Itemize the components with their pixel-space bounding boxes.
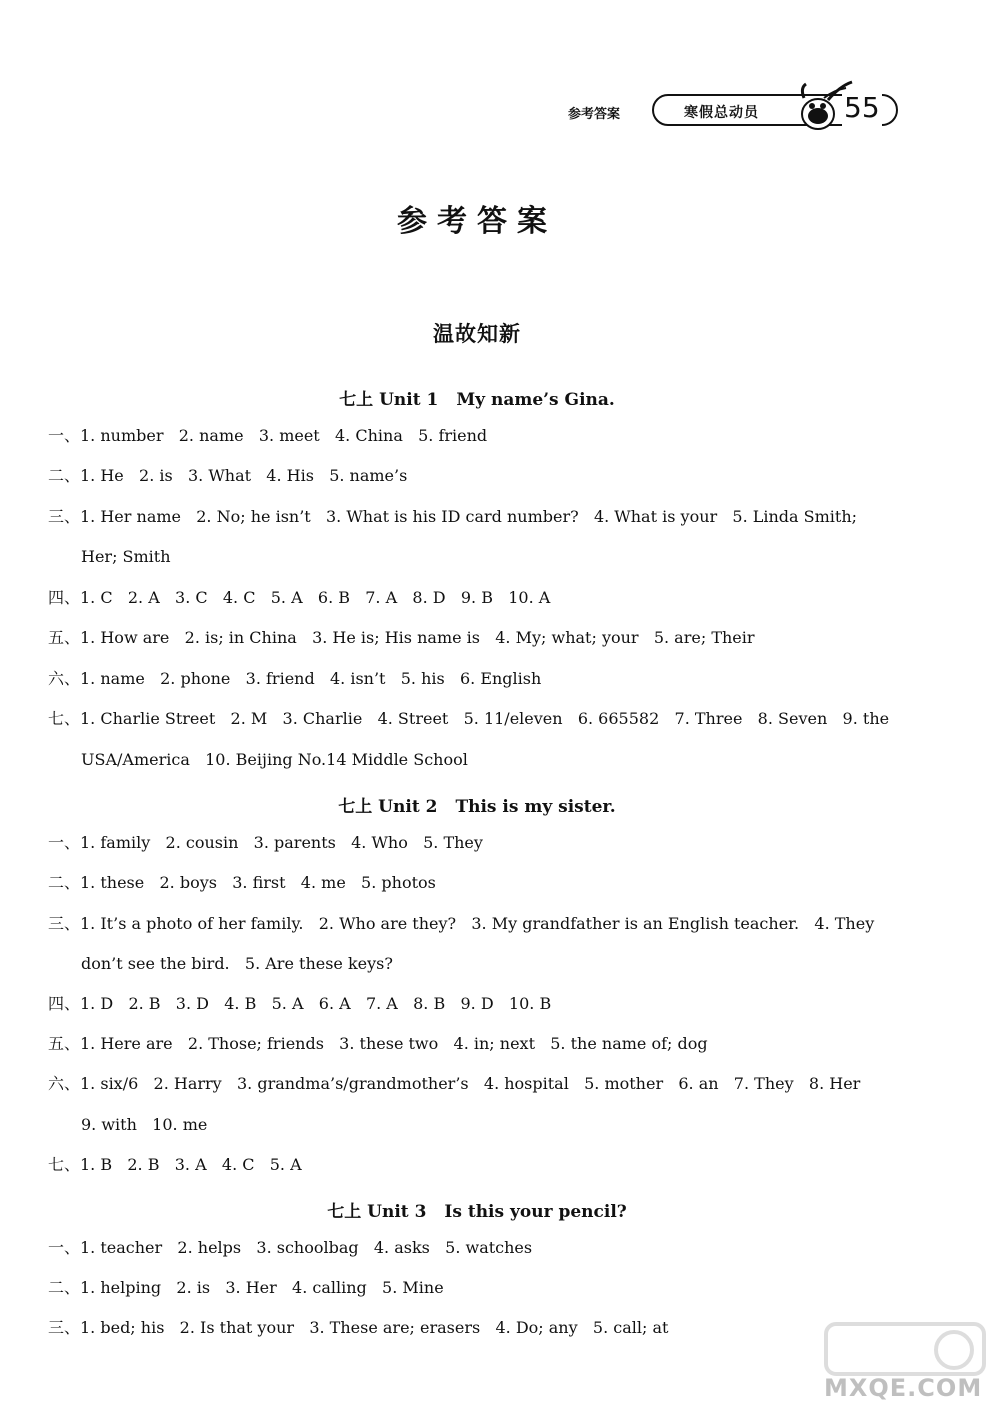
book-title: 寒假总动员 — [684, 105, 759, 121]
answer-line: 一、1. number 2. name 3. meet 4. China 5. friend — [48, 426, 488, 445]
answer-line: 三、1. bed; his 2. Is that your 3. These are; erasers 4. Do; any 5. call; at — [48, 1318, 669, 1337]
answer-line: 一、1. family 2. cousin 3. parents 4. Who 5. They — [48, 833, 483, 852]
answer-line: 三、1. It’s a photo of her family. 2. Who are they? 3. My grandfather is an English teacher. 4. They — [48, 914, 875, 933]
header-label: 参考答案 — [568, 107, 621, 122]
answer-line: 五、1. How are 2. is; in China 3. He is; His name is 4. My; what; your 5. are; Their — [48, 628, 755, 647]
answer-line: 五、1. Here are 2. Those; friends 3. these two 4. in; next 5. the name of; dog — [48, 1034, 708, 1053]
answer-line: 四、1. D 2. B 3. D 4. B 5. A 6. A 7. A 8. B 9. D 10. B — [48, 994, 552, 1013]
watermark-text: MXQE.COM — [824, 1374, 983, 1402]
answer-line: 二、1. these 2. boys 3. first 4. me 5. photos — [48, 873, 436, 892]
answer-line: USA/America 10. Beijing No.14 Middle School — [81, 750, 468, 769]
answer-line: 三、1. Her name 2. No; he isn’t 3. What is his ID card number? 4. What is your 5. Linda Smith; — [48, 507, 858, 526]
answer-line: 二、1. helping 2. is 3. Her 4. calling 5. Mine — [48, 1278, 444, 1297]
unit-title-1: 七上 Unit 1 My name’s Gina. — [339, 390, 615, 410]
answer-line: don’t see the bird. 5. Are these keys? — [81, 954, 393, 973]
unit-title-3: 七上 Unit 3 Is this your pencil? — [327, 1202, 627, 1222]
page-title: 参考答案 — [397, 204, 557, 239]
answer-line: 七、1. B 2. B 3. A 4. C 5. A — [48, 1155, 302, 1174]
answer-line: 七、1. Charlie Street 2. M 3. Charlie 4. Street 5. 11/eleven 6. 665582 7. Three 8. Seven 9. the — [48, 709, 890, 728]
unit-title-2: 七上 Unit 2 This is my sister. — [338, 797, 616, 817]
section-title: 温故知新 — [433, 322, 521, 346]
answer-line: 9. with 10. me — [81, 1115, 208, 1134]
answer-line: 一、1. teacher 2. helps 3. schoolbag 4. asks 5. watches — [48, 1238, 533, 1257]
answer-line: 六、1. name 2. phone 3. friend 4. isn’t 5. his 6. English — [48, 669, 542, 688]
answer-line: 六、1. six/6 2. Harry 3. grandma’s/grandmother’s 4. hospital 5. mother 6. an 7. They 8. Her — [48, 1074, 861, 1093]
answer-line: Her; Smith — [81, 547, 171, 566]
answer-line: 二、1. He 2. is 3. What 4. His 5. name’s — [48, 466, 408, 485]
page-number: 55 — [844, 91, 880, 124]
answer-line: 四、1. C 2. A 3. C 4. C 5. A 6. B 7. A 8. D 9. B 10. A — [48, 588, 551, 607]
